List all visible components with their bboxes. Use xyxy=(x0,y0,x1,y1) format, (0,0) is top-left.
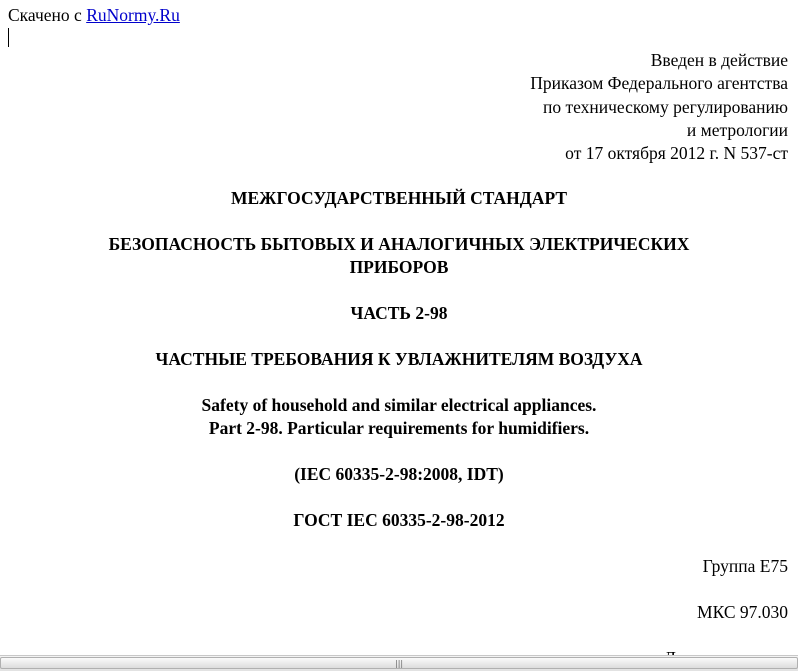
enactment-line-5: от 17 октября 2012 г. N 537-ст xyxy=(565,143,788,163)
title-line-1: БЕЗОПАСНОСТЬ БЫТОВЫХ И АНАЛОГИЧНЫХ ЭЛЕКТРИЧЕСКИХ xyxy=(108,234,690,254)
group-label: Группа Е75 xyxy=(702,556,788,576)
english-title-line-2: Part 2-98. Particular requirements for humidifiers. xyxy=(208,418,590,438)
scrollbar-thumb[interactable] xyxy=(0,657,798,669)
download-notice xyxy=(8,4,180,26)
enactment-line-1: Введен в действие xyxy=(650,50,788,70)
enactment-line-2: Приказом Федерального агентства xyxy=(530,73,788,93)
part-heading: ЧАСТЬ 2-98 xyxy=(350,303,448,323)
runormy-link[interactable]: RuNormy.Ru xyxy=(86,5,180,25)
grip-icon: ||| xyxy=(395,659,404,668)
iec-reference: (IEC 60335-2-98:2008, IDT) xyxy=(294,464,504,484)
standard-type-heading: МЕЖГОСУДАРСТВЕННЫЙ СТАНДАРТ xyxy=(230,188,568,208)
download-prefix: Скачено с xyxy=(8,5,82,25)
enactment-line-4: и метрологии xyxy=(686,120,788,140)
enactment-line-3: по техническому регулированию xyxy=(542,97,788,117)
mks-label: МКС 97.030 xyxy=(697,602,788,622)
horizontal-scrollbar[interactable] xyxy=(0,655,798,671)
gost-code: ГОСТ IEC 60335-2-98-2012 xyxy=(293,510,505,530)
next-line-fragment xyxy=(664,647,699,655)
title-line-2: ПРИБОРОВ xyxy=(349,257,449,277)
text-caret xyxy=(8,28,9,47)
subtitle-heading: ЧАСТНЫЕ ТРЕБОВАНИЯ К УВЛАЖНИТЕЛЯМ ВОЗДУХА xyxy=(155,349,643,369)
english-title-line-1: Safety of household and similar electrical appliances. xyxy=(201,395,597,415)
